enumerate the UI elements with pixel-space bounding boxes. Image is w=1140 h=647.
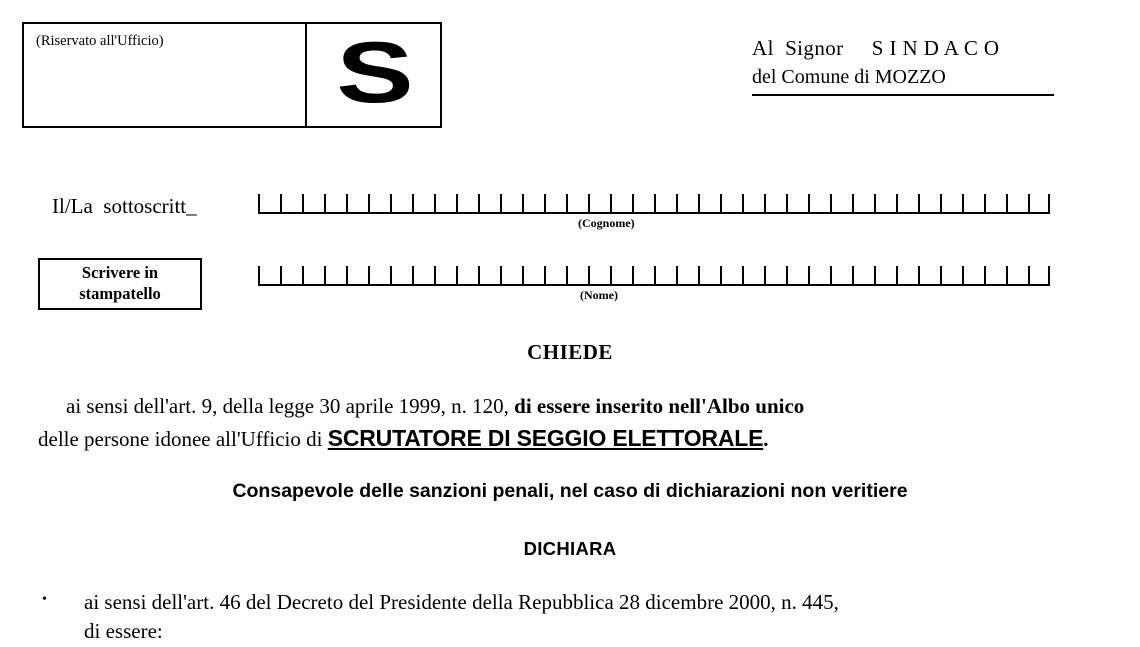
cognome-input-comb[interactable] (258, 190, 1050, 214)
request-text-part-2: delle persone idonee all'Ufficio di (38, 426, 328, 451)
comb-cell[interactable] (1028, 194, 1050, 214)
comb-cell[interactable] (698, 194, 720, 214)
request-bold-albo-unico: di essere inserito nell'Albo unico (514, 394, 805, 418)
addressee-block (752, 36, 1072, 96)
comb-cell[interactable] (412, 194, 434, 214)
comb-cell[interactable] (808, 266, 830, 286)
comb-cell[interactable] (984, 194, 1006, 214)
comb-cell[interactable] (368, 194, 390, 214)
comb-cell[interactable] (830, 266, 852, 286)
comb-cell[interactable] (764, 266, 786, 286)
comb-cell[interactable] (588, 266, 610, 286)
comb-cell[interactable] (500, 194, 522, 214)
comb-cell[interactable] (896, 266, 918, 286)
comb-cell[interactable] (258, 266, 280, 286)
comune-logo-icon: S (336, 24, 411, 121)
comb-cell[interactable] (1006, 266, 1028, 286)
comb-cell[interactable] (1006, 194, 1028, 214)
comb-cell[interactable] (566, 194, 588, 214)
comb-cell[interactable] (588, 194, 610, 214)
document-header (0, 22, 1140, 132)
comb-cell[interactable] (940, 266, 962, 286)
bullet-icon: • (42, 592, 47, 607)
comb-cell[interactable] (324, 194, 346, 214)
cognome-caption: (Cognome) (578, 216, 635, 230)
comb-cell[interactable] (522, 266, 544, 286)
comb-cell[interactable] (764, 194, 786, 214)
comb-cell[interactable] (940, 194, 962, 214)
addressee-line-1: Al Signor S I N D A C O (752, 36, 1000, 60)
list-item (42, 588, 1102, 647)
request-paragraph (38, 392, 1098, 455)
comb-cell[interactable] (830, 194, 852, 214)
comb-cell[interactable] (720, 266, 742, 286)
comb-cell[interactable] (962, 194, 984, 214)
comb-cell[interactable] (324, 266, 346, 286)
comb-cell[interactable] (1028, 266, 1050, 286)
comb-cell[interactable] (654, 266, 676, 286)
comb-cell[interactable] (874, 194, 896, 214)
comb-cell[interactable] (390, 266, 412, 286)
comb-cell[interactable] (654, 194, 676, 214)
comb-cell[interactable] (896, 194, 918, 214)
comb-cell[interactable] (720, 194, 742, 214)
comb-cell[interactable] (500, 266, 522, 286)
stampatello-instruction-box (38, 258, 202, 310)
logo-cell (307, 24, 440, 126)
comb-cell[interactable] (544, 194, 566, 214)
nome-caption: (Nome) (580, 288, 618, 302)
comb-cell[interactable] (544, 266, 566, 286)
comb-cell[interactable] (478, 266, 500, 286)
comb-cell[interactable] (786, 194, 808, 214)
request-bold-scrutatore: SCRUTATORE DI SEGGIO ELETTORALE (327, 424, 764, 451)
office-reserved-note: (Riservato all'Ufficio) (24, 24, 307, 126)
comb-cell[interactable] (566, 266, 588, 286)
comb-cell[interactable] (698, 266, 720, 286)
comb-cell[interactable] (302, 194, 324, 214)
stampatello-line-2: stampatello (79, 284, 161, 303)
comb-cell[interactable] (346, 266, 368, 286)
comb-cell[interactable] (852, 194, 874, 214)
comb-cell[interactable] (742, 266, 764, 286)
comb-cell[interactable] (632, 266, 654, 286)
request-period: . (763, 426, 769, 451)
dichiara-heading: DICHIARA (523, 538, 617, 559)
comb-cell[interactable] (368, 266, 390, 286)
comb-cell[interactable] (742, 194, 764, 214)
comb-cell[interactable] (302, 266, 324, 286)
sottoscritt-label: Il/La sottoscritt_ (52, 194, 197, 218)
comb-cell[interactable] (456, 266, 478, 286)
comb-cell[interactable] (280, 194, 302, 214)
request-text-part-1: ai sensi dell'art. 9, della legge 30 aprile 1999, n. 120, (66, 394, 515, 418)
comb-cell[interactable] (434, 194, 456, 214)
comb-cell[interactable] (874, 266, 896, 286)
comb-cell[interactable] (522, 194, 544, 214)
comb-cell[interactable] (456, 194, 478, 214)
comb-cell[interactable] (676, 194, 698, 214)
comb-cell[interactable] (346, 194, 368, 214)
chiede-heading: CHIEDE (527, 340, 613, 364)
comb-cell[interactable] (918, 194, 940, 214)
nome-input-comb[interactable] (258, 262, 1050, 286)
comb-cell[interactable] (412, 266, 434, 286)
comb-cell[interactable] (676, 266, 698, 286)
comb-cell[interactable] (390, 194, 412, 214)
addressee-line-2: del Comune di MOZZO (752, 66, 1054, 96)
comb-cell[interactable] (610, 266, 632, 286)
comb-cell[interactable] (610, 194, 632, 214)
comb-cell[interactable] (434, 266, 456, 286)
bullet-line-2: di essere: (84, 619, 163, 644)
comb-cell[interactable] (258, 194, 280, 214)
bullet-line-1: ai sensi dell'art. 46 del Decreto del Presidente della Repubblica 28 dicembre 2000, n. 445, (84, 590, 839, 614)
consapevole-statement: Consapevole delle sanzioni penali, nel caso di dichiarazioni non veritiere (232, 480, 908, 502)
comb-cell[interactable] (632, 194, 654, 214)
stampatello-line-1: Scrivere in (81, 263, 159, 283)
comb-cell[interactable] (478, 194, 500, 214)
comb-cell[interactable] (918, 266, 940, 286)
comb-cell[interactable] (852, 266, 874, 286)
comb-cell[interactable] (280, 266, 302, 286)
comb-cell[interactable] (808, 194, 830, 214)
comb-cell[interactable] (962, 266, 984, 286)
office-reserved-box (22, 22, 442, 128)
comb-cell[interactable] (984, 266, 1006, 286)
comb-cell[interactable] (786, 266, 808, 286)
